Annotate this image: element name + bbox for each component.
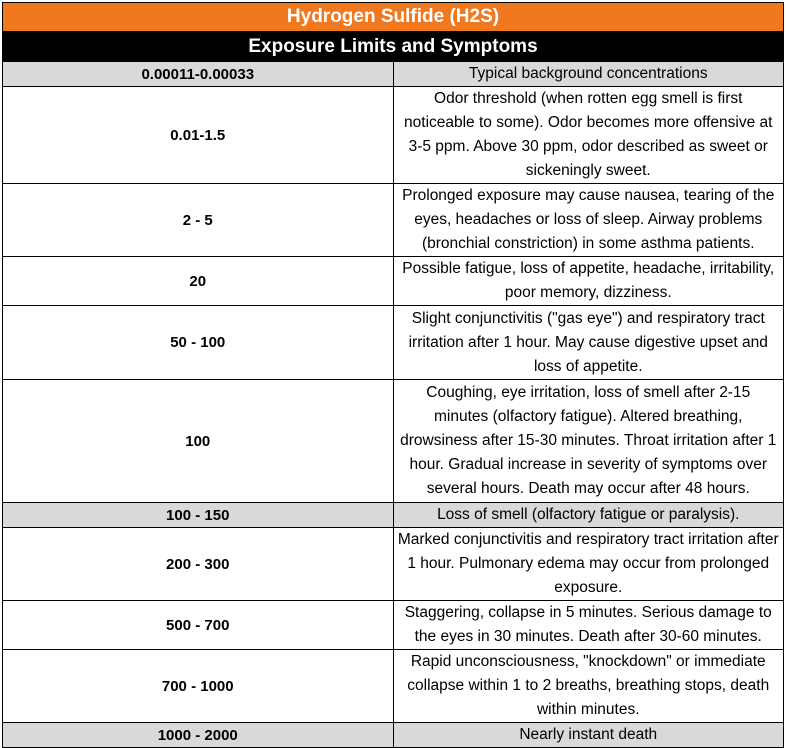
symptom-cell: Odor threshold (when rotten egg smell is first noticeable to some). Odor becomes more offensive at 3-5 ppm. Above 30 ppm, odor described as sweet or sickeningly sweet. bbox=[393, 87, 784, 184]
table-row bbox=[3, 650, 784, 723]
symptom-cell: Loss of smell (olfactory fatigue or paralysis). bbox=[393, 503, 784, 528]
symptom-cell: Typical background concentrations bbox=[393, 62, 784, 87]
symptom-cell: Slight conjunctivitis ("gas eye") and respiratory tract irritation after 1 hour. May cause digestive upset and loss of appetite. bbox=[393, 306, 784, 380]
concentration-cell: 50 - 100 bbox=[3, 306, 394, 380]
symptom-cell: Rapid unconsciousness, "knockdown" or immediate collapse within 1 to 2 breaths, breathing stops, death within minutes. bbox=[393, 650, 784, 723]
table-subtitle: Exposure Limits and Symptoms bbox=[3, 32, 784, 62]
concentration-cell: 20 bbox=[3, 257, 394, 306]
concentration-cell: 700 - 1000 bbox=[3, 650, 394, 723]
table-row bbox=[3, 87, 784, 184]
table-row bbox=[3, 528, 784, 601]
subtitle-row bbox=[3, 32, 784, 62]
table-row bbox=[3, 380, 784, 503]
concentration-cell: 0.00011-0.00033 bbox=[3, 62, 394, 87]
concentration-cell: 500 - 700 bbox=[3, 601, 394, 650]
table-title: Hydrogen Sulfide (H2S) bbox=[3, 3, 784, 32]
table-row bbox=[3, 184, 784, 257]
concentration-cell: 100 bbox=[3, 380, 394, 503]
symptom-cell: Coughing, eye irritation, loss of smell after 2-15 minutes (olfactory fatigue). Altered breathing, drowsiness after 15-30 minutes. Throat irritation after 1 hour. Gradual increase in severity of symptoms over several hours. Death may occur after 48 hours. bbox=[393, 380, 784, 503]
symptom-cell: Staggering, collapse in 5 minutes. Serious damage to the eyes in 30 minutes. Death after 30-60 minutes. bbox=[393, 601, 784, 650]
concentration-cell: 0.01-1.5 bbox=[3, 87, 394, 184]
title-row bbox=[3, 3, 784, 32]
table-row bbox=[3, 257, 784, 306]
exposure-table bbox=[2, 2, 784, 748]
concentration-cell: 1000 - 2000 bbox=[3, 723, 394, 748]
table-row bbox=[3, 503, 784, 528]
table-row bbox=[3, 306, 784, 380]
exposure-table-container bbox=[2, 2, 784, 748]
symptom-cell: Prolonged exposure may cause nausea, tearing of the eyes, headaches or loss of sleep. Airway problems (bronchial constriction) in some asthma patients. bbox=[393, 184, 784, 257]
table-row bbox=[3, 601, 784, 650]
symptom-cell: Marked conjunctivitis and respiratory tract irritation after 1 hour. Pulmonary edema may occur from prolonged exposure. bbox=[393, 528, 784, 601]
concentration-cell: 100 - 150 bbox=[3, 503, 394, 528]
concentration-cell: 200 - 300 bbox=[3, 528, 394, 601]
symptom-cell: Nearly instant death bbox=[393, 723, 784, 748]
table-row bbox=[3, 62, 784, 87]
concentration-cell: 2 - 5 bbox=[3, 184, 394, 257]
symptom-cell: Possible fatigue, loss of appetite, headache, irritability, poor memory, dizziness. bbox=[393, 257, 784, 306]
table-row bbox=[3, 723, 784, 748]
